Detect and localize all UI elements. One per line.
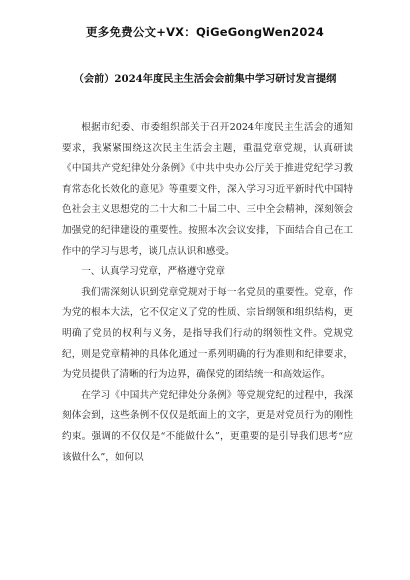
- promo-header: 更多免费公文+VX：QiGeGongWen2024: [86, 25, 324, 39]
- document-body: [62, 118, 353, 468]
- intro-paragraph: 根据市纪委、市委组织部关于召开2024年度民主生活会的通知要求，我紧紧围绕这次民主生活会主题，重温党章党规，认真研读《中国共产党纪律处分条例》《中共中央办公厅关于推进党纪学习教育常态化长效化的意见》等重要文件，深入学习习近平新时代中国特色社会主义思想党的二十大和二十届二中、三中全会精神，深刻领会加强党的纪律建设的重要性。按照本次会议安排，下面结合自己在工作中的学习与思考，谈几点认识和感受。: [62, 122, 353, 257]
- body-paragraph: 我们需深刻认识到党章党规对于每一名党员的重要性。党章，作为党的根本大法，它不仅定义了党的性质、宗旨纲领和组织结构，更明确了党员的权利与义务，是指导我们行动的纲领性文件。党规党纪，则是党章精神的具体化通过一系列明确的行为准则和纪律要求，为党员提供了清晰的行为边界，确保党的团结统一和高效运作。: [62, 286, 353, 381]
- document-title: （会前）2024年度民主生活会会前集中学习研讨发言提纲: [73, 73, 337, 85]
- section-heading: 一、认真学习党章，严格遵守党章: [81, 266, 226, 278]
- body-paragraph: 在学习《中国共产党纪律处分条例》等党规党纪的过程中，我深刻体会到，这些条例不仅仅是纸面上的文字，更是对党员行为的刚性约束。强调的不仅仅是“不能做什么”，更重要的是引导我们思考“应该做什么”，如何以: [62, 389, 353, 463]
